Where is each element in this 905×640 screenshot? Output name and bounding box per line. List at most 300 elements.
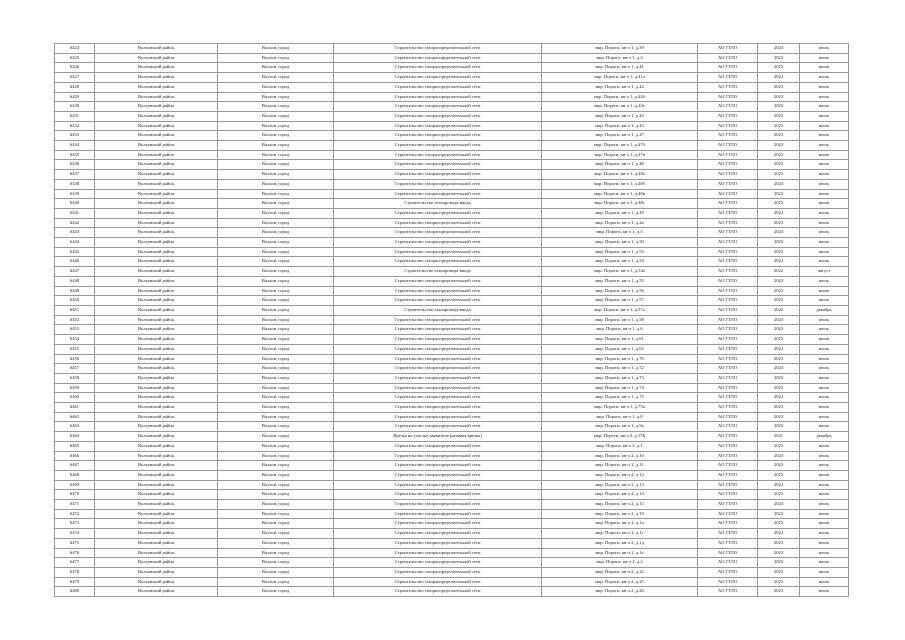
month-cell: июль — [800, 558, 849, 568]
address-cell: мкр. Пороги, кв-л 2, д.25 — [542, 577, 698, 587]
work-type-cell: Строительство газораспределительной сети — [334, 344, 542, 354]
locality-cell: Волхов, город — [218, 228, 334, 238]
organization-cell: АО ГТЛО — [698, 432, 758, 442]
locality-cell: Волхов, город — [218, 383, 334, 393]
row-number: 6431 — [55, 111, 95, 121]
district-cell: Волховский район — [95, 315, 218, 325]
table-row — [55, 111, 849, 121]
row-number: 6467 — [55, 461, 95, 471]
locality-cell: Волхов, город — [218, 44, 334, 54]
month-cell: декабрь — [800, 305, 849, 315]
month-cell: июль — [800, 393, 849, 403]
year-cell: 2022 — [758, 305, 800, 315]
organization-cell: АО ГТЛО — [698, 422, 758, 432]
table-row — [55, 519, 849, 529]
organization-cell: АО ГТЛО — [698, 558, 758, 568]
organization-cell: АО ГТЛО — [698, 364, 758, 374]
address-cell: мкр. Пороги, кв-л 1, д.48г — [542, 199, 698, 209]
district-cell: Волховский район — [95, 111, 218, 121]
address-cell: мкр. Пороги, кв-л 1, д.48а — [542, 170, 698, 180]
month-cell: июль — [800, 179, 849, 189]
work-type-cell: Строительство газораспределительной сети — [334, 150, 542, 160]
organization-cell: АО ГТЛО — [698, 296, 758, 306]
table-row — [55, 238, 849, 248]
row-number: 6430 — [55, 102, 95, 112]
work-type-cell: Строительство газораспределительной сети — [334, 82, 542, 92]
locality-cell: Волхов, город — [218, 121, 334, 131]
year-cell: 2023 — [758, 403, 800, 413]
locality-cell: Волхов, город — [218, 218, 334, 228]
work-type-cell: Строительство газораспределительной сети — [334, 470, 542, 480]
district-cell: Волховский район — [95, 587, 218, 597]
locality-cell: Волхов, город — [218, 354, 334, 364]
district-cell: Волховский район — [95, 92, 218, 102]
month-cell: июль — [800, 257, 849, 267]
organization-cell: АО ГТЛО — [698, 354, 758, 364]
year-cell: 2023 — [758, 577, 800, 587]
district-cell: Волховский район — [95, 519, 218, 529]
address-cell: мкр. Пороги, кв-л 2, д.1д — [542, 538, 698, 548]
locality-cell: Волхов, город — [218, 432, 334, 442]
month-cell: июль — [800, 538, 849, 548]
month-cell: июль — [800, 141, 849, 151]
locality-cell: Волхов, город — [218, 500, 334, 510]
work-type-cell: Строительство газораспределительной сети — [334, 403, 542, 413]
locality-cell: Волхов, город — [218, 335, 334, 345]
address-cell: мкр. Пороги, кв-л 1, д.9а — [542, 422, 698, 432]
work-type-cell: Строительство газораспределительной сети — [334, 383, 542, 393]
year-cell: 2023 — [758, 247, 800, 257]
district-cell: Волховский район — [95, 558, 218, 568]
district-cell: Волховский район — [95, 422, 218, 432]
locality-cell: Волхов, город — [218, 131, 334, 141]
locality-cell: Волхов, город — [218, 305, 334, 315]
district-cell: Волховский район — [95, 432, 218, 442]
month-cell: июль — [800, 131, 849, 141]
row-number: 6427 — [55, 73, 95, 83]
work-type-cell: Строительство газораспределительной сети — [334, 567, 542, 577]
table-row — [55, 141, 849, 151]
organization-cell: АО ГТЛО — [698, 509, 758, 519]
work-type-cell: Строительство газораспределительной сети — [334, 315, 542, 325]
month-cell: июль — [800, 403, 849, 413]
row-number: 6470 — [55, 490, 95, 500]
address-cell: мкр. Пороги, кв-л 1, д.57 — [542, 296, 698, 306]
organization-cell: АО ГТЛО — [698, 403, 758, 413]
month-cell: июль — [800, 238, 849, 248]
address-cell: мкр. Пороги, кв-л 1, д.42 — [542, 82, 698, 92]
address-cell: мкр. Пороги, кв-л 1, д.49 — [542, 208, 698, 218]
address-cell: мкр. Пороги, кв-л 2, д.26 — [542, 587, 698, 597]
table-row — [55, 412, 849, 422]
locality-cell: Волхов, город — [218, 373, 334, 383]
address-cell: мкр. Пороги, кв-л 1, д.75а — [542, 403, 698, 413]
address-cell: мкр. Пороги, кв-л 1, д.44 — [542, 111, 698, 121]
district-cell: Волховский район — [95, 335, 218, 345]
row-number: 6432 — [55, 121, 95, 131]
table-row — [55, 451, 849, 461]
row-number: 6479 — [55, 577, 95, 587]
table-row — [55, 53, 849, 63]
district-cell: Волховский район — [95, 403, 218, 413]
month-cell: июль — [800, 412, 849, 422]
address-cell: мкр. Пороги, кв-л 2, д.14 — [542, 490, 698, 500]
work-type-cell: Строительство газораспределительной сети — [334, 548, 542, 558]
row-number: 6475 — [55, 538, 95, 548]
locality-cell: Волхов, город — [218, 111, 334, 121]
table-row — [55, 470, 849, 480]
row-number: 6477 — [55, 558, 95, 568]
row-number: 6476 — [55, 548, 95, 558]
work-type-cell: Строительство газораспределительной сети — [334, 208, 542, 218]
table-row — [55, 82, 849, 92]
district-cell: Волховский район — [95, 44, 218, 54]
year-cell: 2023 — [758, 558, 800, 568]
year-cell: 2023 — [758, 141, 800, 151]
row-number: 6466 — [55, 451, 95, 461]
district-cell: Волховский район — [95, 529, 218, 539]
locality-cell: Волхов, город — [218, 325, 334, 335]
locality-cell: Волхов, город — [218, 247, 334, 257]
organization-cell: АО ГТЛО — [698, 160, 758, 170]
table-row — [55, 393, 849, 403]
district-cell: Волховский район — [95, 121, 218, 131]
locality-cell: Волхов, город — [218, 141, 334, 151]
table-row — [55, 441, 849, 451]
month-cell: июль — [800, 373, 849, 383]
table-row — [55, 92, 849, 102]
month-cell: июль — [800, 315, 849, 325]
locality-cell: Волхов, город — [218, 189, 334, 199]
month-cell: июль — [800, 92, 849, 102]
locality-cell: Волхов, город — [218, 509, 334, 519]
work-type-cell: Строительство газораспределительной сети — [334, 238, 542, 248]
address-cell: мкр. Пороги, кв-л 1, д.42б — [542, 92, 698, 102]
table-row — [55, 199, 849, 209]
year-cell: 2023 — [758, 335, 800, 345]
year-cell: 2023 — [758, 393, 800, 403]
work-type-cell: Строительство газораспределительной сети — [334, 141, 542, 151]
district-cell: Волховский район — [95, 141, 218, 151]
table-row — [55, 276, 849, 286]
locality-cell: Волхов, город — [218, 170, 334, 180]
year-cell: 2023 — [758, 509, 800, 519]
address-cell: мкр. Пороги, кв-л 1, д.56 — [542, 286, 698, 296]
address-cell: мкр. Пороги, кв-л 1, д.8 — [542, 412, 698, 422]
table-row — [55, 150, 849, 160]
year-cell: 2023 — [758, 315, 800, 325]
work-type-cell: Строительство газопровода-ввода — [334, 267, 542, 277]
table-row — [55, 247, 849, 257]
year-cell: 2023 — [758, 548, 800, 558]
address-cell: мкр. Пороги, кв-л 1, д.50 — [542, 238, 698, 248]
table-row — [55, 218, 849, 228]
district-cell: Волховский район — [95, 150, 218, 160]
row-number: 6478 — [55, 567, 95, 577]
row-number: 6448 — [55, 276, 95, 286]
row-number: 6452 — [55, 315, 95, 325]
table-row — [55, 189, 849, 199]
district-cell: Волховский район — [95, 218, 218, 228]
row-number: 6459 — [55, 383, 95, 393]
work-type-cell: Строительство газораспределительной сети — [334, 179, 542, 189]
organization-cell: АО ГТЛО — [698, 53, 758, 63]
work-type-cell: Строительство газораспределительной сети — [334, 286, 542, 296]
row-number: 6424 — [55, 44, 95, 54]
work-type-cell: Строительство газораспределительной сети — [334, 247, 542, 257]
table-row — [55, 325, 849, 335]
organization-cell: АО ГТЛО — [698, 548, 758, 558]
row-number: 6429 — [55, 92, 95, 102]
organization-cell: АО ГТЛО — [698, 267, 758, 277]
month-cell: июль — [800, 577, 849, 587]
row-number: 6442 — [55, 218, 95, 228]
address-cell: мкр. Пороги, кв-л 1, д.70 — [542, 354, 698, 364]
locality-cell: Волхов, город — [218, 179, 334, 189]
row-number: 6471 — [55, 500, 95, 510]
month-cell: июль — [800, 335, 849, 345]
work-type-cell: Строительство газораспределительной сети — [334, 519, 542, 529]
organization-cell: АО ГТЛО — [698, 567, 758, 577]
year-cell: 2023 — [758, 567, 800, 577]
district-cell: Волховский район — [95, 305, 218, 315]
year-cell: 2023 — [758, 325, 800, 335]
month-cell: июль — [800, 325, 849, 335]
district-cell: Волховский район — [95, 364, 218, 374]
table-row — [55, 548, 849, 558]
address-cell: мкр. Пороги, кв-л 1, д.54 — [542, 257, 698, 267]
organization-cell: АО ГТЛО — [698, 199, 758, 209]
district-cell: Волховский район — [95, 189, 218, 199]
address-cell: мкр. Пороги, кв-л 2, д.13 — [542, 480, 698, 490]
table-row — [55, 587, 849, 597]
locality-cell: Волхов, город — [218, 403, 334, 413]
work-type-cell: Строительство газораспределительной сети — [334, 189, 542, 199]
address-cell: мкр. Пороги, кв-л 1, д.58 — [542, 315, 698, 325]
row-number: 6425 — [55, 53, 95, 63]
work-type-cell: Строительство газораспределительной сети — [334, 218, 542, 228]
organization-cell: АО ГТЛО — [698, 179, 758, 189]
organization-cell: АО ГТЛО — [698, 218, 758, 228]
organization-cell: АО ГТЛО — [698, 111, 758, 121]
work-type-cell: Строительство газораспределительной сети — [334, 412, 542, 422]
address-cell: мкр. Пороги, кв-л 1, д.47б — [542, 141, 698, 151]
row-number: 6446 — [55, 257, 95, 267]
table-row — [55, 121, 849, 131]
month-cell: июль — [800, 121, 849, 131]
address-cell: мкр. Пороги, кв-л 2, д.11 — [542, 461, 698, 471]
address-cell: мкр. Пороги, кв-л 1, д.61 — [542, 335, 698, 345]
row-number: 6469 — [55, 480, 95, 490]
work-type-cell: Строительство газораспределительной сети — [334, 170, 542, 180]
year-cell: 2023 — [758, 170, 800, 180]
address-cell: мкр. Пороги, кв-л 1, д.43г — [542, 102, 698, 112]
table-row — [55, 160, 849, 170]
locality-cell: Волхов, город — [218, 208, 334, 218]
table-row — [55, 170, 849, 180]
locality-cell: Волхов, город — [218, 286, 334, 296]
month-cell: июль — [800, 567, 849, 577]
table-row — [55, 490, 849, 500]
month-cell: июль — [800, 189, 849, 199]
district-cell: Волховский район — [95, 179, 218, 189]
year-cell: 2023 — [758, 63, 800, 73]
table-row — [55, 383, 849, 393]
locality-cell: Волхов, город — [218, 199, 334, 209]
locality-cell: Волхов, город — [218, 490, 334, 500]
table-row — [55, 315, 849, 325]
year-cell: 2023 — [758, 238, 800, 248]
organization-cell: АО ГТЛО — [698, 383, 758, 393]
month-cell: июль — [800, 344, 849, 354]
address-cell: мкр. Пороги, кв-л 2, д.1а — [542, 519, 698, 529]
organization-cell: АО ГТЛО — [698, 102, 758, 112]
year-cell: 2023 — [758, 111, 800, 121]
month-cell: июль — [800, 296, 849, 306]
month-cell: июль — [800, 199, 849, 209]
organization-cell: АО ГТЛО — [698, 286, 758, 296]
address-cell: мкр. Пороги, кв-л 1, д.75 — [542, 393, 698, 403]
locality-cell: Волхов, город — [218, 364, 334, 374]
row-number: 6464 — [55, 432, 95, 442]
work-type-cell: Строительство газопровода-ввода — [334, 199, 542, 209]
district-cell: Волховский район — [95, 344, 218, 354]
table-row — [55, 44, 849, 54]
work-type-cell: Строительство газораспределительной сети — [334, 44, 542, 54]
row-number: 6458 — [55, 373, 95, 383]
district-cell: Волховский район — [95, 238, 218, 248]
work-type-cell: Строительство газораспределительной сети — [334, 335, 542, 345]
district-cell: Волховский район — [95, 412, 218, 422]
district-cell: Волховский район — [95, 257, 218, 267]
work-type-cell: Строительство газораспределительной сети — [334, 558, 542, 568]
row-number: 6451 — [55, 305, 95, 315]
district-cell: Волховский район — [95, 296, 218, 306]
locality-cell: Волхов, город — [218, 238, 334, 248]
month-cell: июль — [800, 587, 849, 597]
address-cell: мкр. Пороги, кв-л 1, д.45 — [542, 121, 698, 131]
locality-cell: Волхов, город — [218, 538, 334, 548]
district-cell: Волховский район — [95, 102, 218, 112]
organization-cell: АО ГТЛО — [698, 208, 758, 218]
row-number: 6463 — [55, 422, 95, 432]
work-type-cell: Строительство газораспределительной сети — [334, 490, 542, 500]
work-type-cell: Строительство газораспределительной сети — [334, 276, 542, 286]
year-cell: 2023 — [758, 441, 800, 451]
month-cell: декабрь — [800, 432, 849, 442]
organization-cell: АО ГТЛО — [698, 315, 758, 325]
work-type-cell: Строительство газораспределительной сети — [334, 364, 542, 374]
district-cell: Волховский район — [95, 548, 218, 558]
month-cell: июль — [800, 160, 849, 170]
year-cell: 2023 — [758, 500, 800, 510]
year-cell: 2023 — [758, 461, 800, 471]
address-cell: мкр. Пороги, кв-л 2, д.15 — [542, 500, 698, 510]
work-type-cell: Врезка на участке заявителя (нулевая врезка) — [334, 432, 542, 442]
year-cell: 2021 — [758, 432, 800, 442]
organization-cell: АО ГТЛО — [698, 141, 758, 151]
month-cell: июль — [800, 247, 849, 257]
work-type-cell: Строительство газопровода-ввода — [334, 305, 542, 315]
row-number: 6457 — [55, 364, 95, 374]
locality-cell: Волхов, город — [218, 577, 334, 587]
organization-cell: АО ГТЛО — [698, 344, 758, 354]
district-cell: Волховский район — [95, 451, 218, 461]
organization-cell: АО ГТЛО — [698, 92, 758, 102]
address-cell: мкр. Пороги, кв-л 1, д.47в — [542, 150, 698, 160]
locality-cell: Волхов, город — [218, 82, 334, 92]
work-type-cell: Строительство газораспределительной сети — [334, 480, 542, 490]
table-row — [55, 335, 849, 345]
organization-cell: АО ГТЛО — [698, 373, 758, 383]
organization-cell: АО ГТЛО — [698, 228, 758, 238]
locality-cell: Волхов, город — [218, 480, 334, 490]
locality-cell: Волхов, город — [218, 92, 334, 102]
address-cell: мкр. Пороги, кв-л 1, д.4 — [542, 53, 698, 63]
table-row — [55, 179, 849, 189]
work-type-cell: Строительство газораспределительной сети — [334, 373, 542, 383]
year-cell: 2023 — [758, 538, 800, 548]
locality-cell: Волхов, город — [218, 567, 334, 577]
year-cell: 2023 — [758, 296, 800, 306]
locality-cell: Волхов, город — [218, 257, 334, 267]
address-cell: мкр. Пороги, кв-л 1, д.74 — [542, 383, 698, 393]
month-cell: июль — [800, 441, 849, 451]
locality-cell: Волхов, город — [218, 73, 334, 83]
locality-cell: Волхов, город — [218, 315, 334, 325]
month-cell: июль — [800, 218, 849, 228]
month-cell: июль — [800, 461, 849, 471]
address-cell: мкр. Пороги, кв-л 1, д.54а — [542, 267, 698, 277]
work-type-cell: Строительство газораспределительной сети — [334, 111, 542, 121]
year-cell: 2023 — [758, 519, 800, 529]
table-row — [55, 102, 849, 112]
work-type-cell: Строительство газораспределительной сети — [334, 441, 542, 451]
row-number: 6440 — [55, 199, 95, 209]
locality-cell: Волхов, город — [218, 470, 334, 480]
work-type-cell: Строительство газораспределительной сети — [334, 325, 542, 335]
organization-cell: АО ГТЛО — [698, 44, 758, 54]
locality-cell: Волхов, город — [218, 393, 334, 403]
row-number: 6453 — [55, 325, 95, 335]
locality-cell: Волхов, город — [218, 412, 334, 422]
work-type-cell: Строительство газораспределительной сети — [334, 587, 542, 597]
district-cell: Волховский район — [95, 577, 218, 587]
address-cell: мкр. Пороги, кв-л 1, д.62 — [542, 344, 698, 354]
organization-cell: АО ГТЛО — [698, 519, 758, 529]
year-cell: 2023 — [758, 412, 800, 422]
locality-cell: Волхов, город — [218, 529, 334, 539]
address-cell: мкр. Пороги, кв-л 1, д.47 — [542, 131, 698, 141]
locality-cell: Волхов, город — [218, 53, 334, 63]
address-cell: мкр. Пороги, кв-л 2, д.12 — [542, 470, 698, 480]
year-cell: 2023 — [758, 92, 800, 102]
month-cell: июль — [800, 451, 849, 461]
work-type-cell: Строительство газораспределительной сети — [334, 393, 542, 403]
year-cell: 2023 — [758, 529, 800, 539]
work-type-cell: Строительство газораспределительной сети — [334, 509, 542, 519]
table-row — [55, 257, 849, 267]
organization-cell: АО ГТЛО — [698, 82, 758, 92]
row-number: 6445 — [55, 247, 95, 257]
district-cell: Волховский район — [95, 500, 218, 510]
organization-cell: АО ГТЛО — [698, 189, 758, 199]
district-cell: Волховский район — [95, 131, 218, 141]
locality-cell: Волхов, город — [218, 63, 334, 73]
year-cell: 2023 — [758, 179, 800, 189]
row-number: 6468 — [55, 470, 95, 480]
year-cell: 2023 — [758, 218, 800, 228]
